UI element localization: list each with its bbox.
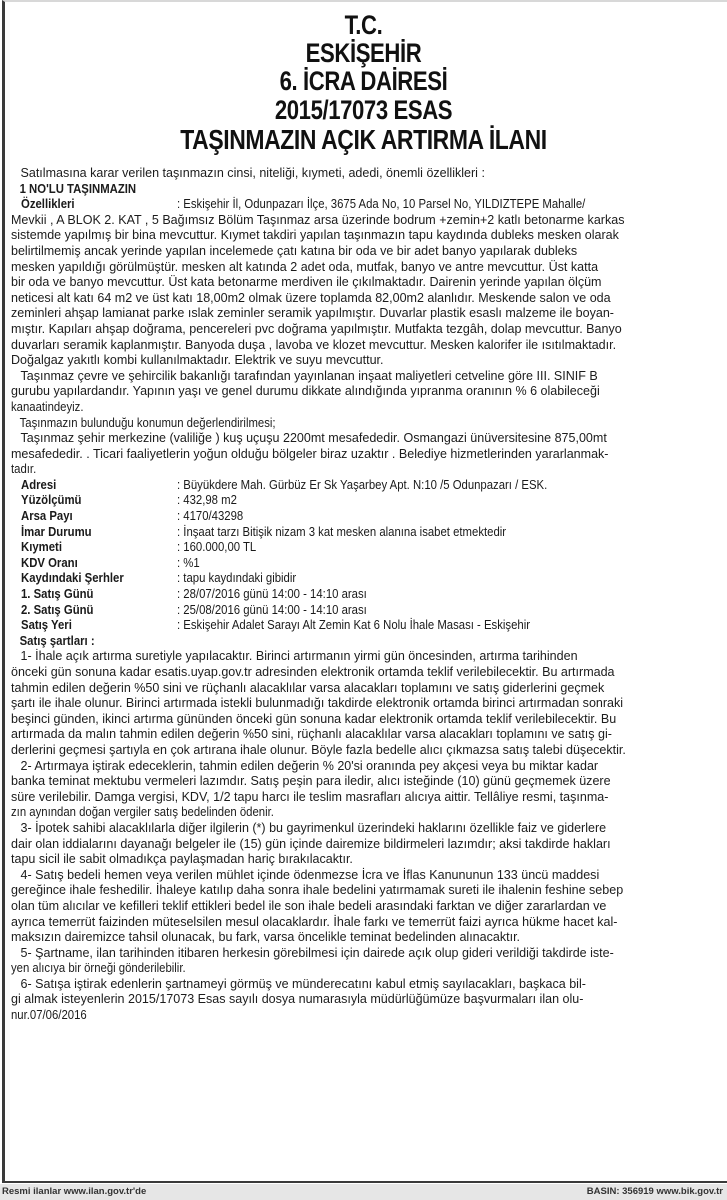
- text-line: Mevkii , A BLOK 2. KAT , 5 Bağımsız Bölüm Taşınmaz arsa üzerinde bodrum +zemin+2 katlı betonarme karkas: [11, 211, 625, 227]
- detail-row: [11, 570, 717, 586]
- text-line: tahmin edilen değerin %50 sini ve rüçhanlı alacaklılar varsa alacakları toplamını ve satış giderlerini geçmek: [11, 679, 605, 695]
- detail-value: : 25/08/2016 günü 14:00 - 14:10 arası: [177, 601, 367, 617]
- text-line: 5- Şartname, ilan tarihinden itibaren herkesin görebilmesi için dairede açık olup gideri verildiği takdirde iste-: [20, 944, 614, 960]
- detail-label: Arsa Payı: [21, 508, 73, 524]
- detail-row: [11, 492, 717, 508]
- detail-row: [11, 524, 717, 540]
- detail-label: Adresi: [21, 476, 57, 492]
- detail-row: [11, 602, 717, 618]
- detail-label: 1. Satış Günü: [21, 586, 94, 602]
- detail-row: [11, 617, 717, 633]
- features-first-line: : Eskişehir İl, Odunpazarı İlçe, 3675 Ada No, 10 Parsel No, YILDIZTEPE Mahalle/: [177, 196, 586, 212]
- footer-right-text: BASIN: 356919 www.bik.gov.tr: [586, 1186, 723, 1197]
- detail-label: KDV Oranı: [21, 554, 78, 570]
- detail-value: : 4170/43298: [177, 508, 244, 524]
- terms-list: [11, 648, 717, 1022]
- text-line: duvarları seramik kaplanmıştır. Banyoda duşa , lavoba ve klozet mevcuttur. Mesken kalorifer ile ısıtılmaktadır.: [11, 336, 617, 352]
- text-line: derlerini geçmesi şartıyla en çok artırana ihale olunur. Böyle fazla bedelle alıcı çıkmazsa satış talebi düşecektir.: [11, 741, 626, 757]
- text-line: tadır.: [11, 461, 37, 477]
- text-line: şartı ile ihale olunur. Birinci artırmada istekli bulunmadığı takdirde elektronik ortamda birinci artırmadan sonraki: [11, 695, 624, 711]
- text-line: mıştır. Kapıları ahşap doğrama, pencereleri pvc doğrama yapılmıştır. Mutfakta tezgâh, dolap mevcuttur. Banyo: [11, 320, 622, 336]
- text-line: 1- İhale açık artırma suretiyle yapılacaktır. Birinci artırmanın yirmi gün öncesinden, artırma tarihinden: [20, 648, 578, 664]
- text-line: 6- Satışa iştirak edenlerin şartnameyi görmüş ve münderecatını kabul etmiş sayılacakları, başkaca bil-: [20, 975, 586, 991]
- text-line: Taşınmaz şehir merkezine (valiliğe ) kuş uçuşu 2200mt mesafededir. Osmangazi ünüversitesine 875,00mt: [20, 430, 607, 446]
- text-line: 2- Artırmaya iştirak edeceklerin, tahmin edilen değerin % 20'si oranında pey akçesi veya bu miktar kadar: [20, 757, 599, 773]
- text-line: gi almak isteyenlerin 2015/17073 Esas sayılı dosya numarasıyla müdürlüğümüze başvurmaları ilan olu-: [11, 991, 584, 1007]
- text-line: belirtilmemiş ancak yerinde yapılan incelemede çatı katına bir oda ve bir adet banyo yapılarak dubleks: [11, 242, 578, 258]
- terms-heading: Satış şartları :: [19, 632, 95, 648]
- detail-value: : 432,98 m2: [177, 492, 237, 508]
- text-line: 4- Satış bedeli hemen veya verilen mühlet içinde ödenmezse İcra ve İflas Kanununun 133 üncü maddesi: [20, 866, 600, 882]
- text-line: tapu sicil ile sabit olmadıkça paylaşmadan hariç bırakılacaktır.: [11, 851, 353, 867]
- construction-paragraph: [11, 368, 717, 415]
- text-line: banka teminat mektubu vermeleri lazımdır. Satış peşin para iledir, alıcı isteğinde (10) günü geçmemek üzere: [11, 773, 611, 789]
- text-line: neticesi alt katı 64 m2 ve üst katı 18,00m2 olmak üzere toplamda 82,00m2 alanlıdır. Meskende salon ve oda: [11, 289, 611, 305]
- text-line: bir oda ve banyo mevcuttur. Üst kata betonarme merdiven ile çıkılmaktadır. Dairenin yerinde yapılan ölçüm: [11, 274, 602, 290]
- detail-row: [11, 555, 717, 571]
- notice-body: [11, 165, 717, 1023]
- detail-label: Kaydındaki Şerhler: [21, 570, 124, 586]
- detail-value: : 160.000,00 TL: [177, 539, 257, 555]
- detail-label: Kıymeti: [21, 539, 62, 555]
- detail-value: : %1: [177, 554, 200, 570]
- text-line: gereğince ihale feshedilir. İhaleye katılıp daha sonra ihale bedelini yatırmamak sureti ile ihalenin feshine sebep: [11, 882, 624, 898]
- detail-value: : Büyükdere Mah. Gürbüz Er Sk Yaşarbey Apt. N:10 /5 Odunpazarı / ESK.: [177, 476, 548, 492]
- text-line: beşinci günden, ikinci artırma gününden önceki gün sonuna kadar elektronik ortamda teklif verilebilecektir. Bu: [11, 710, 617, 726]
- features-label: Özellikleri: [21, 196, 75, 212]
- detail-row: [11, 539, 717, 555]
- text-line: önceki gün sonuna kadar esatis.uyap.gov.tr adresinden elektronik ortamda teklif verilebilecektir. Bu artırmada: [11, 664, 615, 679]
- title-city: ESKİŞEHİR: [305, 38, 422, 68]
- detail-value: : Eskişehir Adalet Sarayı Alt Zemin Kat 6 Nolu İhale Masası - Eskişehir: [177, 617, 530, 633]
- features-description: [11, 212, 717, 368]
- title-tc: T.C.: [344, 10, 383, 40]
- text-line: zın aynından doğan vergiler satış bedelinden ödenir.: [11, 804, 274, 820]
- text-line: kanaatindeyiz.: [11, 398, 84, 414]
- text-line: gurubu yapılardandır. Yapının yaşı ve genel durumu dikkate alındığında yıpranma oranının % 6 olabileceği: [11, 383, 600, 399]
- text-line: olan tüm alıcılar ve kefilleri teklif ettikleri bedel ile son ihale bedeli arasındaki farktan ve diğer zararlardan ve: [11, 897, 607, 913]
- text-line: nur.07/06/2016: [11, 1007, 87, 1023]
- footer-bar: [0, 1184, 727, 1200]
- features-row: [11, 196, 717, 212]
- detail-row: [11, 586, 717, 602]
- title-case-number: 2015/17073 ESAS: [274, 95, 453, 125]
- detail-label: İmar Durumu: [21, 523, 92, 539]
- text-line: Doğalgaz yakıtlı kombi kullanılmaktadır. Elektrik ve suyu mevcuttur.: [11, 352, 384, 368]
- text-line: maksızın dairemizce tahsil olunacak, bu fark, varsa öncelikle teminat bedelinden alınacaktır.: [11, 929, 521, 945]
- text-line: ayrıca temerrüt faizinden müteselsilen mesul olacaklardır. İhale farkı ve temerrüt faizi ayrıca hükme hacet kal-: [11, 913, 618, 929]
- detail-value: : tapu kaydındaki gibidir: [177, 570, 297, 586]
- text-line: artırmada da malın tahmin edilen değerin %50 sini, rüçhanlı alacaklılar varsa alacakları toplamını ve satış gi-: [11, 726, 612, 742]
- text-line: sistemde yapılmış bir bina mevcuttur. Kıymet takdiri yapılan taşınmazın tapu kaydında dubleks mesken olarak: [11, 227, 619, 243]
- details-list: [11, 477, 717, 633]
- detail-label: 2. Satış Günü: [21, 601, 94, 617]
- text-line: dair olan iddialarını dayanağı belgeler ile (15) gün içinde dairemize bildirmeleri lazımdır; aksi takdirde hakları: [11, 835, 611, 851]
- footer-left-text: Resmi ilanlar www.ilan.gov.tr'de: [2, 1186, 147, 1197]
- text-line: yen alıcıya bir örneği gönderilebilir.: [11, 960, 186, 976]
- property-heading: 1 NO'LU TAŞINMAZIN: [19, 180, 137, 196]
- location-heading: Taşınmazın bulunduğu konumun değerlendirilmesi;: [19, 414, 276, 430]
- detail-row: [11, 477, 717, 493]
- detail-label: Satış Yeri: [21, 617, 72, 633]
- detail-label: Yüzölçümü: [21, 492, 82, 508]
- title-office: 6. İCRA DAİRESİ: [279, 66, 448, 96]
- text-line: 3- İpotek sahibi alacaklılarla diğer ilgilerin (*) bu gayrimenkul üzerindeki haklarını özellikle faiz ve giderlere: [20, 819, 607, 835]
- detail-value: : İnşaat tarzı Bitişik nizam 3 kat mesken alanına isabet etmektedir: [177, 523, 507, 539]
- text-line: zeminleri ahşap lamianat parke ıslak zeminler seramik yapılmıştır. Duvarlar plastik esaslı malzeme ile boyan-: [11, 305, 614, 321]
- detail-value: : 28/07/2016 günü 14:00 - 14:10 arası: [177, 586, 367, 602]
- location-paragraph: [11, 430, 717, 477]
- intro-text: Satılmasına karar verilen taşınmazın cinsi, niteliği, kıymeti, adedi, önemli özellikleri :: [20, 165, 485, 180]
- detail-row: [11, 508, 717, 524]
- text-line: süre verilebilir. Damga vergisi, KDV, 1/2 tapu harcı ile teslim masrafları alıcıya aittir. Tellâliye resmi, taşınma-: [11, 788, 609, 804]
- text-line: Taşınmaz çevre ve şehircilik bakanlığı tarafından yayınlanan inşaat maliyetleri cetveline göre III. SINIF B: [20, 367, 598, 383]
- text-line: mesafededir. . Ticari faaliyetlerin yoğun olduğu bölgeler biraz uzaktır . Belediye hizmetlerinden yararlanmak-: [11, 445, 609, 461]
- text-line: mesken yapıldığı görülmüştür. mesken alt katında 2 adet oda, mutfak, banyo ve antre mevcuttur. Üst katta: [11, 258, 599, 274]
- title-notice: TAŞINMAZIN AÇIK ARTIRMA İLANI: [180, 124, 547, 155]
